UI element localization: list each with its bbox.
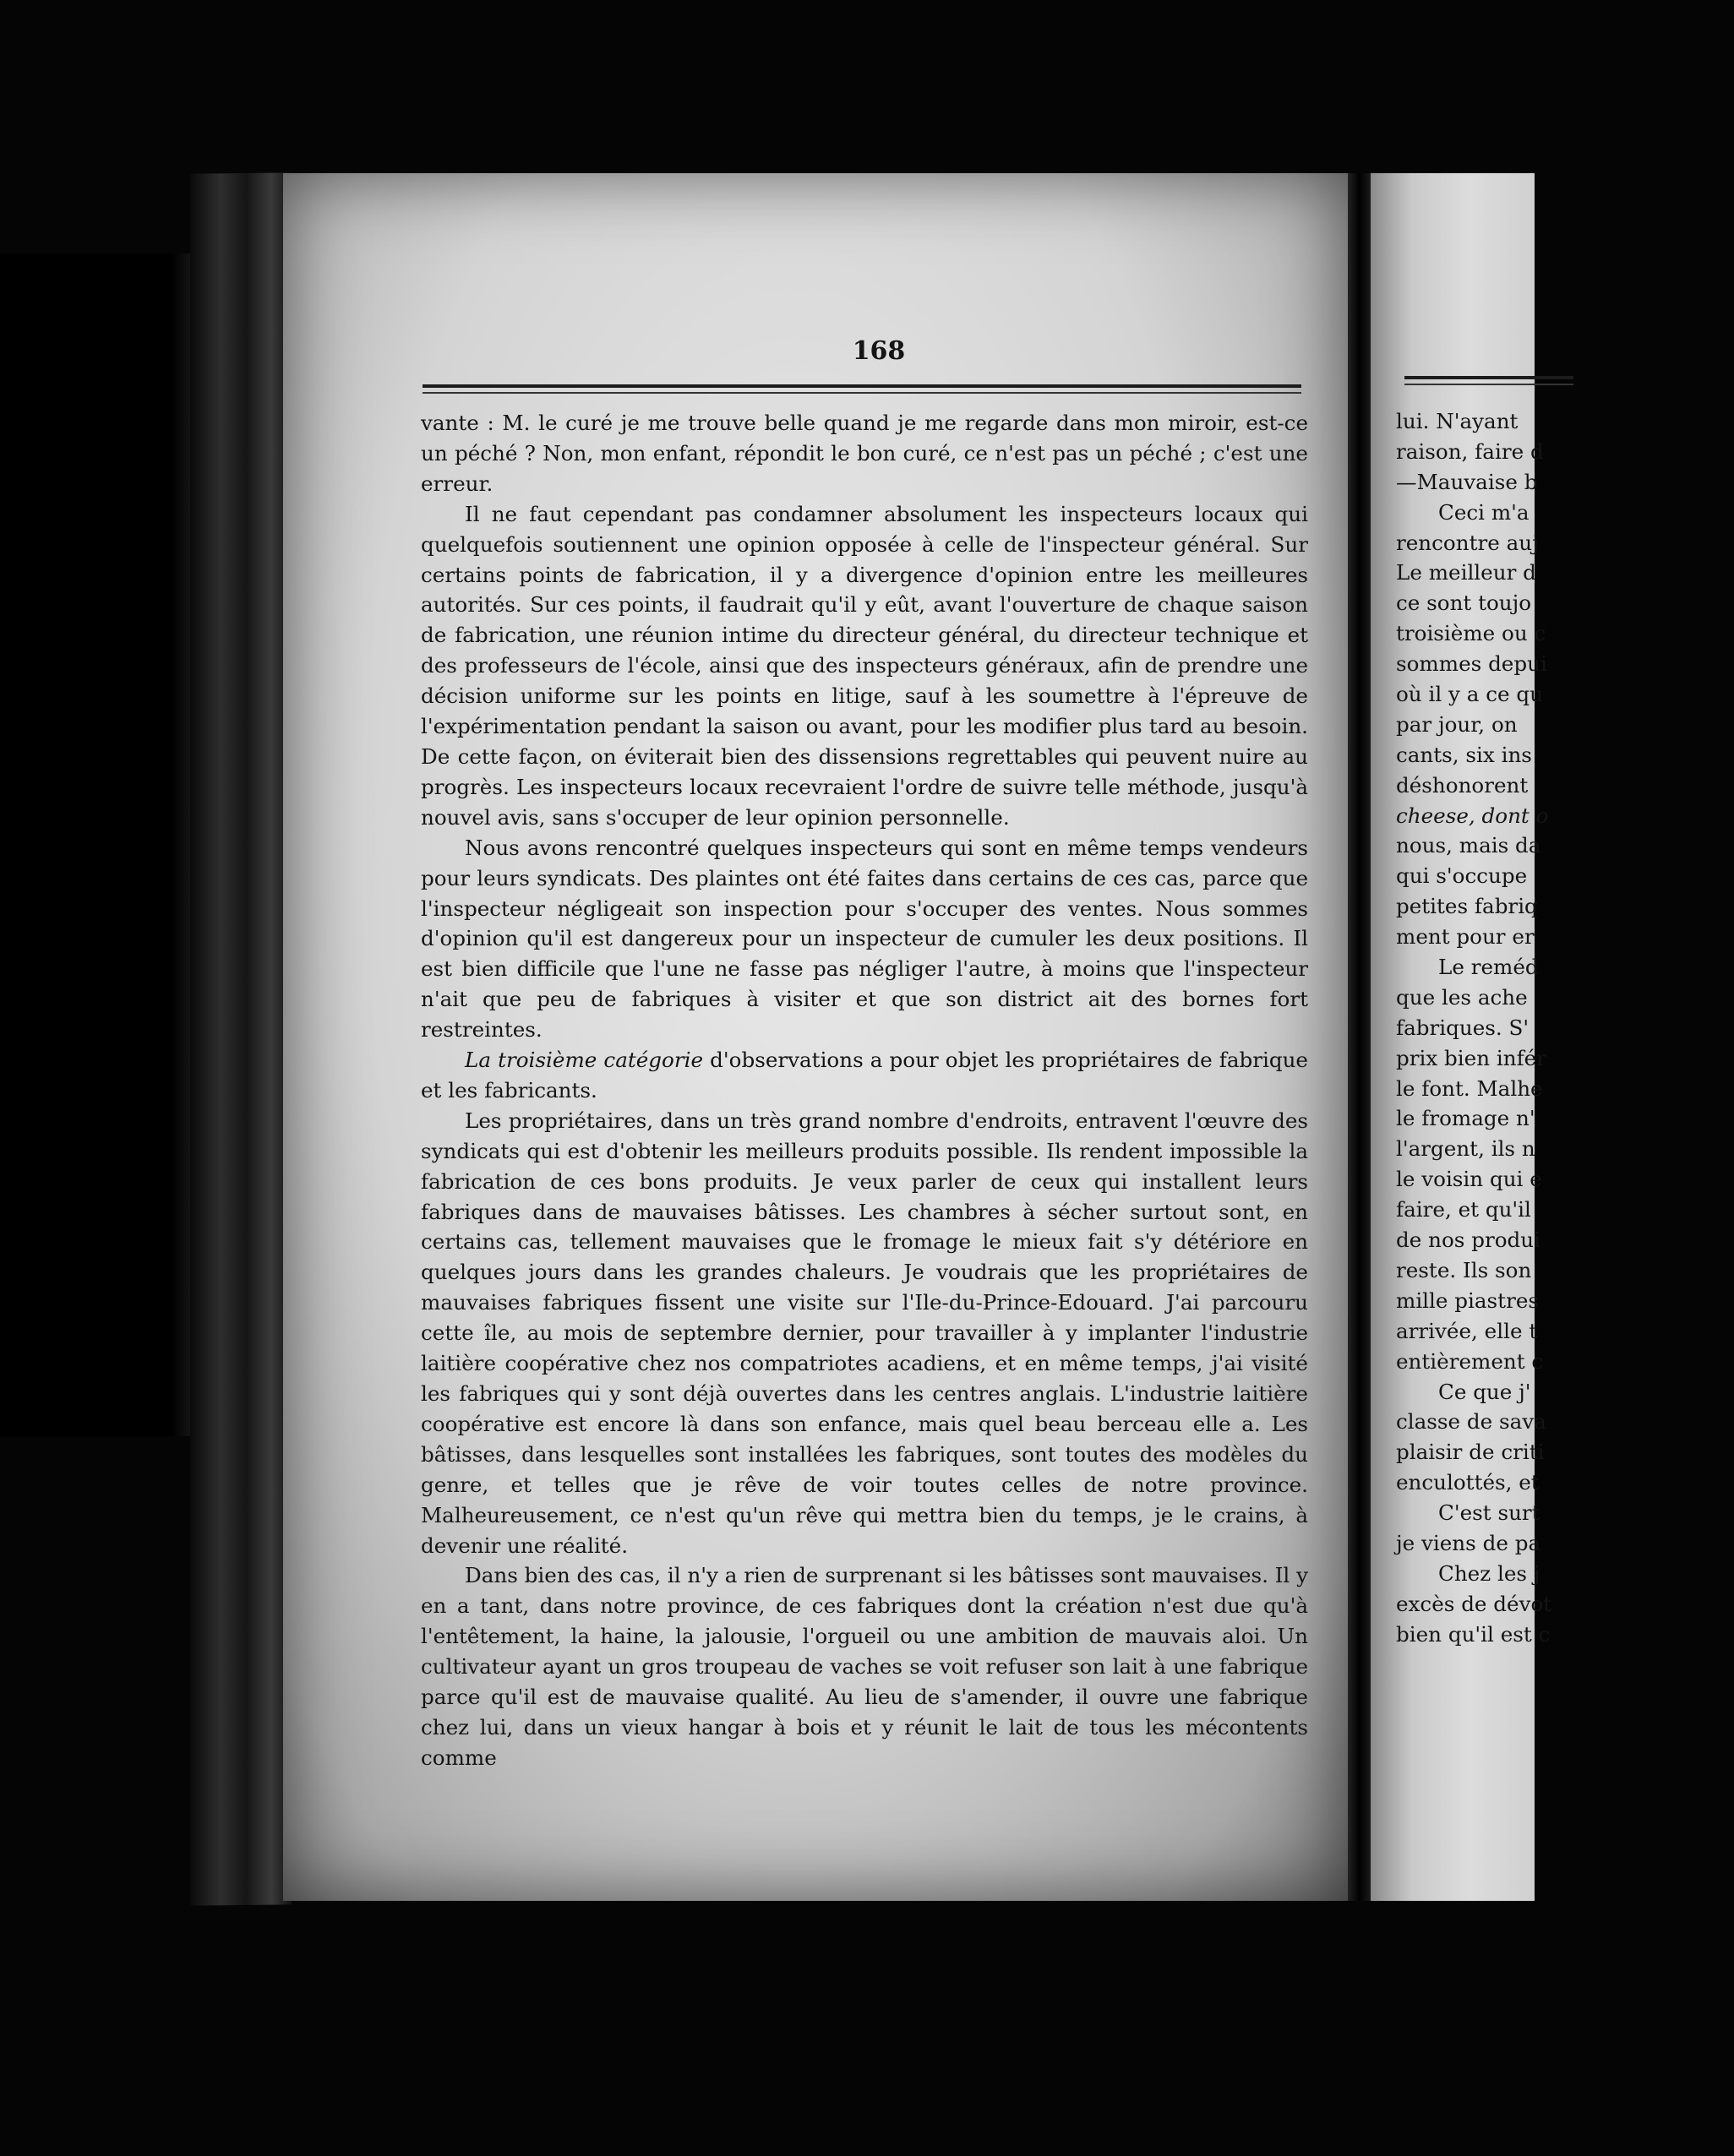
next-page-line: par jour, on: [1396, 711, 1518, 737]
paragraph-2: Il ne faut cependant pas condamner absolument les inspecteurs locaux qui quelquefois soutiennent une opinion opposée à celle de l'inspecteur général. Sur certains points de fabrication, il y a divergence d'opinion entre les meilleures autorités. Sur ces points, il faudrait qu'il y eût, avant l'ouverture de chaque saison de fabrication, une réunion intime du directeur général, du directeur technique et des professeurs de l'école, ainsi que des inspecteurs généraux, afin de prendre une décision uniforme sur les points en litige, sauf à les soumettre à l'épreuve de l'expérimentation pendant la saison ou avant, pour les modifier plus tard au besoin. De cette façon, on éviterait bien des dissensions regrettables qui peuvent nuire au progrès. Les inspecteurs locaux recevraient l'ordre de suivre telle méthode, jusqu'à nouvel avis, sans s'occuper de leur opinion personnelle.: [421, 501, 1308, 830]
next-page-line: prix bien infér: [1396, 1045, 1546, 1070]
next-page-line: troisième ou c: [1396, 621, 1546, 646]
torn-page-edge: [0, 253, 220, 1436]
next-page-line: entièrement c: [1396, 1348, 1544, 1374]
next-page-line: enculottés, et: [1396, 1470, 1540, 1495]
next-page-line: fabriques. S': [1396, 1015, 1530, 1040]
next-page-line: ment pour er: [1396, 924, 1535, 950]
next-page-line: nous, mais da: [1396, 833, 1541, 858]
next-page-line: cants, six ins: [1396, 742, 1532, 767]
next-page-line: mille piastres: [1396, 1288, 1539, 1313]
next-page-line: lui. N'ayant: [1396, 409, 1519, 433]
paragraph-1: vante : M. le curé je me trouve belle quand je me regarde dans mon miroir, est-ce un péché ? Non, mon enfant, répondit le bon curé, ce n'est pas un péché ; c'est une erreur.: [421, 411, 1308, 496]
italic-lead: La troisième catégorie: [465, 1048, 704, 1073]
next-page-line: raison, faire d: [1396, 438, 1544, 464]
next-page-line: —Mauvaise b: [1396, 469, 1538, 494]
next-page-line: Le reméd: [1438, 955, 1539, 980]
page-body: [421, 408, 1308, 1773]
next-page-line: plaisir de criti: [1396, 1440, 1545, 1465]
next-page-line: C'est surt: [1438, 1500, 1540, 1526]
next-page-line: l'argent, ils n: [1396, 1136, 1535, 1162]
next-page-line: Chez les j: [1438, 1560, 1540, 1586]
next-page-line: rencontre auj: [1396, 530, 1539, 555]
next-page-line: faire, et qu'il: [1396, 1197, 1531, 1222]
next-page-line: Le meilleur d: [1396, 560, 1536, 585]
next-page-line: de nos produi: [1396, 1228, 1540, 1253]
next-page-line: classe de sava: [1396, 1409, 1546, 1435]
header-rule: [423, 384, 1301, 388]
next-page-line: sommes depui: [1396, 651, 1547, 677]
next-page-line: le fromage n': [1396, 1106, 1535, 1131]
next-page-line: je viens de pa: [1396, 1530, 1541, 1555]
next-page-line: Ceci m'a: [1438, 499, 1530, 525]
book-page: [283, 173, 1348, 1901]
paragraph-6: Dans bien des cas, il n'y a rien de surprenant si les bâtisses sont mauvaises. Il y en a tant, dans notre province, de ces fabriques dont la création n'est due qu'à l'entêtement, la haine, la jalousie, l'orgueil ou une ambition de mauvais aloi. Un cultivateur ayant un gros troupeau de vaches se voit refuser son lait à une fabrique parce qu'il est de mauvaise qualité. Au lieu de s'amender, il ouvre une fabrique chez lui, dans un vieux hangar à bois et y réunit le lait de tous les mécontents comme: [421, 1563, 1309, 1770]
header-rule-thin: [423, 392, 1301, 394]
next-page-line: bien qu'il est c: [1396, 1621, 1551, 1647]
next-page-line: ce sont toujo: [1396, 591, 1532, 616]
page-gutter: [1348, 173, 1371, 1901]
next-page-line: cheese, dont o: [1396, 803, 1549, 828]
next-page-rule: [1404, 376, 1573, 379]
paragraph-5: Les propriétaires, dans un très grand nombre d'endroits, entravent l'œuvre des syndicats qui est d'obtenir les meilleurs produits possible. Ils rendent impossible la fabrication de ces bons produits. Je veux parler de ceux qui installent leurs fabriques dans de mauvaises bâtisses. Les chambres à sécher surtout sont, en certains cas, tellement mauvaises que le fromage le mieux fait s'y détériore en quelques jours dans les grandes chaleurs. Je voudrais que les propriétaires de mauvaises fabriques fissent une visite sur l'Ile-du-Prince-Edouard. J'ai parcouru cette île, au mois de septembre dernier, pour travailler à y implanter l'industrie laitière coopérative chez nos compatriotes acadiens, et en même temps, j'ai visité les fabriques qui y sont déjà ouvertes dans les centres anglais. L'industrie laitière coopérative est encore là dans son enfance, mais quel beau berceau elle a. Les bâtisses, dans lesquelles sont installées les fabriques, sont toutes des modèles du genre, et telles que je rêve de voir toutes celles de notre province. Malheureusement, ce n'est qu'un rêve qui mettra bien du temps, je le crains, à devenir une réalité.: [421, 1108, 1308, 1558]
next-page: [1371, 173, 1552, 1901]
next-page-line: qui s'occupe: [1396, 863, 1528, 889]
page-number: 168: [852, 336, 906, 366]
next-page-line: reste. Ils son: [1396, 1257, 1532, 1282]
next-page-rule-thin: [1404, 384, 1573, 385]
next-page-text: [1396, 406, 1734, 1650]
next-page-line: Ce que j': [1438, 1379, 1531, 1404]
next-page-line: où il y a ce qu: [1396, 682, 1543, 707]
next-page-line: arrivée, elle t: [1396, 1318, 1538, 1343]
next-page-line: petites fabriq: [1396, 894, 1538, 919]
next-page-line: excès de dévot: [1396, 1591, 1552, 1616]
paragraph-4-text: d'observations a pour objet les propriétaires de fabrique et les fabricants.: [421, 1048, 1308, 1102]
paragraph-4: [421, 1045, 1308, 1106]
next-page-line: le voisin qui e: [1396, 1167, 1542, 1192]
next-page-line: déshonorent: [1396, 772, 1529, 798]
book-spine: [190, 172, 292, 1905]
next-page-line: que les ache: [1396, 984, 1528, 1010]
paragraph-3: Nous avons rencontré quelques inspecteurs qui sont en même temps vendeurs pour leurs syndicats. Des plaintes ont été faites dans certains de ces cas, parce que l'inspecteur négligeait son inspection pour s'occuper des ventes. Nous sommes d'opinion qu'il est dangereux pour un inspecteur de cumuler les deux positions. Il est bien difficile que l'une ne fasse pas négliger l'autre, à moins que l'inspecteur n'ait que peu de fabriques à visiter et que son district ait des bornes fort restreintes.: [421, 835, 1308, 1043]
next-page-line: le font. Malhe: [1396, 1075, 1543, 1101]
